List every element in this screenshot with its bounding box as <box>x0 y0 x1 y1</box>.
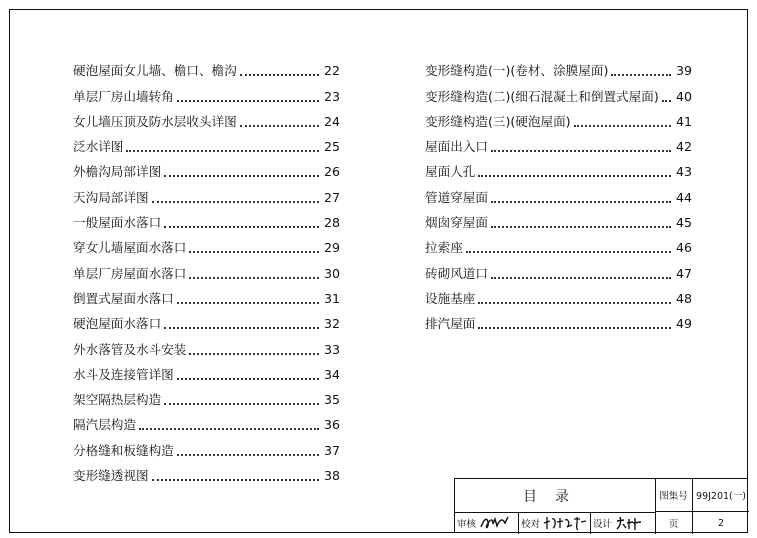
toc-entry-title: 屋面人孔 <box>425 164 476 180</box>
toc-leader-dots <box>491 226 671 228</box>
toc-leader-dots <box>240 74 319 76</box>
toc-entry <box>73 307 340 332</box>
toc-entry <box>425 79 692 104</box>
page-label: 页 <box>655 512 693 534</box>
toc-entry-page: 25 <box>323 139 340 155</box>
toc-leader-dots <box>491 150 671 152</box>
toc-entry <box>425 282 692 307</box>
toc-leader-dots <box>189 277 319 279</box>
toc-entry-title: 屋面出入口 <box>425 139 488 155</box>
toc-entry-page: 24 <box>323 113 340 129</box>
toc-entry <box>425 180 692 205</box>
toc-entry <box>425 256 692 281</box>
toc-entry-title: 变形缝构造(一)(卷材、涂膜屋面) <box>425 63 609 79</box>
toc-entry-title: 天沟局部详图 <box>73 189 149 205</box>
toc-leader-dots <box>164 403 319 405</box>
toc-entry-page: 23 <box>323 88 340 104</box>
toc-entry-title: 外水落管及水斗安装 <box>73 341 187 357</box>
toc-leader-dots <box>466 251 671 253</box>
design-label: 设计 <box>593 519 613 530</box>
toc-leader-dots <box>164 175 319 177</box>
toc-entry-title: 设施基座 <box>425 290 476 306</box>
page-number: 2 <box>717 517 725 529</box>
toc-entry-page: 22 <box>323 63 340 79</box>
toc-entry <box>73 332 340 357</box>
toc-entry-title: 穿女儿墙屋面水落口 <box>73 240 187 256</box>
toc-leader-dots <box>139 428 319 430</box>
toc-entry-page: 28 <box>323 215 340 231</box>
toc-leader-dots <box>189 353 319 355</box>
toc-entry-title: 水斗及连接管详图 <box>73 366 174 382</box>
toc-entry <box>425 130 692 155</box>
toc-entry-title: 砖砌风道口 <box>425 265 488 281</box>
toc-entry <box>73 180 340 205</box>
toc-entry <box>73 155 340 180</box>
toc-entry-title: 泛水详图 <box>73 139 124 155</box>
toc-entry <box>73 130 340 155</box>
toc-leader-dots <box>478 175 671 177</box>
toc-entry-title: 排汽屋面 <box>425 316 476 332</box>
toc-entry-page: 29 <box>323 240 340 256</box>
title-block <box>454 478 748 533</box>
toc-entry-page: 38 <box>323 468 340 484</box>
atlas-number: 99J201(一) <box>693 479 749 512</box>
title-block-title: 目录 <box>455 479 656 513</box>
toc-leader-dots <box>189 251 319 253</box>
toc-entry <box>425 231 692 256</box>
toc-leader-dots <box>478 327 671 329</box>
toc-entry-title: 分格缝和板缝构造 <box>73 442 174 458</box>
toc-left-column <box>73 54 340 484</box>
toc-entry-title: 变形缝透视图 <box>73 468 149 484</box>
toc-entry-title: 管道穿屋面 <box>425 189 488 205</box>
toc-entry-page: 30 <box>323 265 340 281</box>
toc-leader-dots <box>611 74 671 76</box>
toc-entry <box>73 383 340 408</box>
toc-entry-title: 隔汽层构造 <box>73 417 136 433</box>
toc-entry <box>73 206 340 231</box>
toc-entry-page: 45 <box>675 215 692 231</box>
toc-entry-title: 拉索座 <box>425 240 463 256</box>
check-label: 校对 <box>521 519 541 530</box>
toc-entry-title: 女儿墙压顶及防水层收头详图 <box>73 113 237 129</box>
toc-entry-title: 一般屋面水落口 <box>73 215 162 231</box>
toc-entry <box>73 79 340 104</box>
toc-entry-title: 单层厂房山墙转角 <box>73 88 174 104</box>
toc-entry-title: 倒置式屋面水落口 <box>73 290 174 306</box>
toc-entry-title: 硬泡屋面女儿墙、檐口、檐沟 <box>73 63 237 79</box>
toc-entry-page: 47 <box>675 265 692 281</box>
toc-entry-title: 变形缝构造(二)(细石混凝土和倒置式屋面) <box>425 88 659 104</box>
toc-entry <box>425 105 692 130</box>
toc-entry-title: 烟囱穿屋面 <box>425 215 488 231</box>
toc-leader-dots <box>177 378 319 380</box>
toc-entry <box>73 54 340 79</box>
toc-entry-page: 42 <box>675 139 692 155</box>
toc-entry-page: 37 <box>323 442 340 458</box>
toc-leader-dots <box>662 100 671 102</box>
review-signature <box>478 512 519 534</box>
toc-entry-page: 43 <box>675 164 692 180</box>
toc-leader-dots <box>152 479 319 481</box>
toc-entry-title: 单层厂房屋面水落口 <box>73 265 187 281</box>
toc-entry <box>73 282 340 307</box>
toc-entry <box>425 307 692 332</box>
toc-entry <box>73 433 340 458</box>
signature-row <box>455 512 656 534</box>
toc-leader-dots <box>177 100 319 102</box>
toc-entry <box>73 459 340 484</box>
toc-entry <box>425 206 692 231</box>
toc-entry-page: 31 <box>323 290 340 306</box>
toc-entry-page: 39 <box>675 63 692 79</box>
toc-entry-page: 32 <box>323 316 340 332</box>
toc-leader-dots <box>177 454 319 456</box>
check-signature <box>542 512 591 534</box>
toc-entry <box>73 231 340 256</box>
toc-entry-page: 41 <box>675 113 692 129</box>
review-label: 审核 <box>457 519 477 530</box>
toc-entry <box>73 408 340 433</box>
toc-entry-title: 变形缝构造(三)(硬泡屋面) <box>425 113 571 129</box>
toc-entry-page: 48 <box>675 290 692 306</box>
toc-entry <box>73 358 340 383</box>
toc-entry-page: 27 <box>323 189 340 205</box>
toc-leader-dots <box>240 125 319 127</box>
toc-leader-dots <box>574 125 671 127</box>
design-signature <box>614 512 646 534</box>
toc-entry-page: 33 <box>323 341 340 357</box>
toc-entry-page: 49 <box>675 316 692 332</box>
toc-entry-title: 架空隔热层构造 <box>73 392 162 408</box>
toc-entry-title: 外檐沟局部详图 <box>73 164 162 180</box>
toc-entry-page: 36 <box>323 417 340 433</box>
toc-entry-title: 硬泡屋面水落口 <box>73 316 162 332</box>
toc-entry <box>73 256 340 281</box>
toc-entry <box>425 54 692 79</box>
toc-leader-dots <box>152 201 319 203</box>
toc-leader-dots <box>126 150 319 152</box>
toc-entry-page: 26 <box>323 164 340 180</box>
toc-leader-dots <box>491 201 671 203</box>
toc-entry <box>425 155 692 180</box>
atlas-number-label: 图集号 <box>655 479 693 512</box>
toc-entry-page: 34 <box>323 366 340 382</box>
toc-leader-dots <box>177 302 319 304</box>
toc-leader-dots <box>164 226 319 228</box>
toc-right-column <box>425 54 692 332</box>
toc-leader-dots <box>478 302 671 304</box>
toc-entry-page: 35 <box>323 392 340 408</box>
toc-entry <box>73 105 340 130</box>
toc-leader-dots <box>164 327 319 329</box>
toc-entry-page: 46 <box>675 240 692 256</box>
toc-leader-dots <box>491 277 671 279</box>
toc-entry-page: 44 <box>675 189 692 205</box>
toc-entry-page: 40 <box>675 88 692 104</box>
